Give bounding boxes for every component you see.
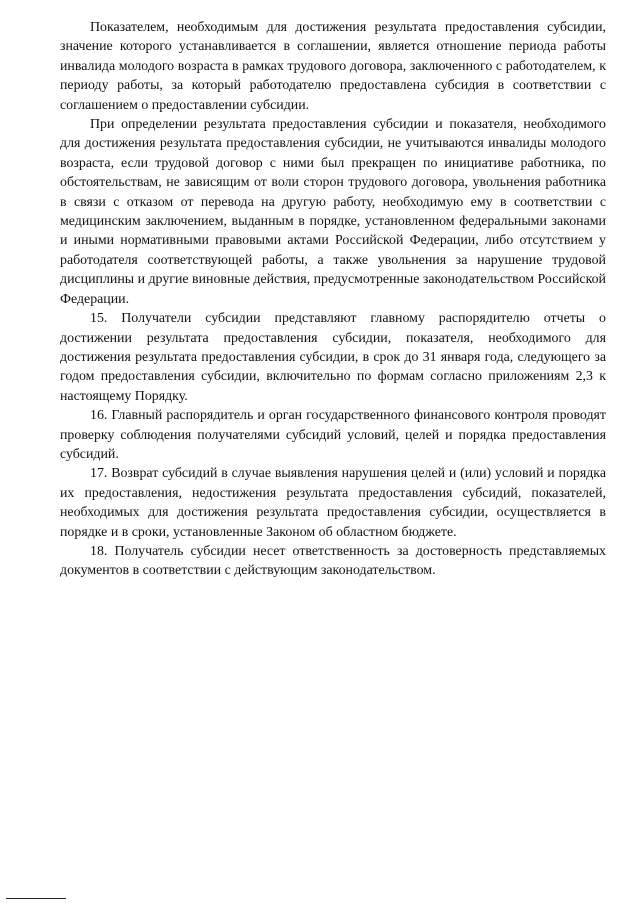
document-body [60, 18, 606, 581]
paragraph-16-inspection: 16. Главный распорядитель и орган государственного финансового контроля проводят проверку соблюдения получателями субсидий условий, целей и порядка предоставления субсидий. [60, 408, 606, 462]
paragraph-exclusions: При определении результата предоставления субсидии и показателя, необходимого для достижения результата предоставления субсидии, не учитываются инвалиды молодого возраста, если трудовой договор с ними был прекращен по инициативе работника, по обстоятельствам, не зависящим от воли сторон трудового договора, увольнения работника в связи с отказом от перевода на другую работу, необходимую ему в соответствии с медицинским заключением, выданным в порядке, установленном федеральными законами и иными нормативными правовыми актами Российской Федерации, либо отсутствием у работодателя соответствующей работы, а также увольнения за нарушение трудовой дисциплины и другие виновные действия, предусмотренные законодательством Российской Федерации. [60, 117, 606, 307]
paragraph-indicator-definition: Показателем, необходимым для достижения результата предоставления субсидии, значение которого устанавливается в соглашении, является отношение периода работы инвалида молодого возраста в рамках трудового договора, заключенного с работодателем, к периоду работы, за который работодателю предоставлена субсидия в соответствии с соглашением о предоставлении субсидии. [60, 20, 606, 113]
bottom-divider-line [6, 898, 66, 899]
paragraph-17-return: 17. Возврат субсидий в случае выявления нарушения целей и (или) условий и порядка их предоставления, недостижения результата предоставления субсидий, показателей, необходимых для достижения результата предоставления субсидии, осуществляется в порядке и в сроки, установленные Законом об областном бюджете. [60, 466, 606, 540]
paragraph-18-responsibility: 18. Получатель субсидии несет ответственность за достоверность представляемых документов в соответствии с действующим законодательством. [60, 543, 606, 579]
paragraph-15-reports: 15. Получатели субсидии представляют главному распорядителю отчеты о достижении результата предоставления субсидии, показателя, необходимого для достижения результата предоставления субсидии, в срок до 31 января года, следующего за годом предоставления субсидии, включительно по формам согласно приложениям 2,3 к настоящему Порядку. [60, 311, 606, 404]
